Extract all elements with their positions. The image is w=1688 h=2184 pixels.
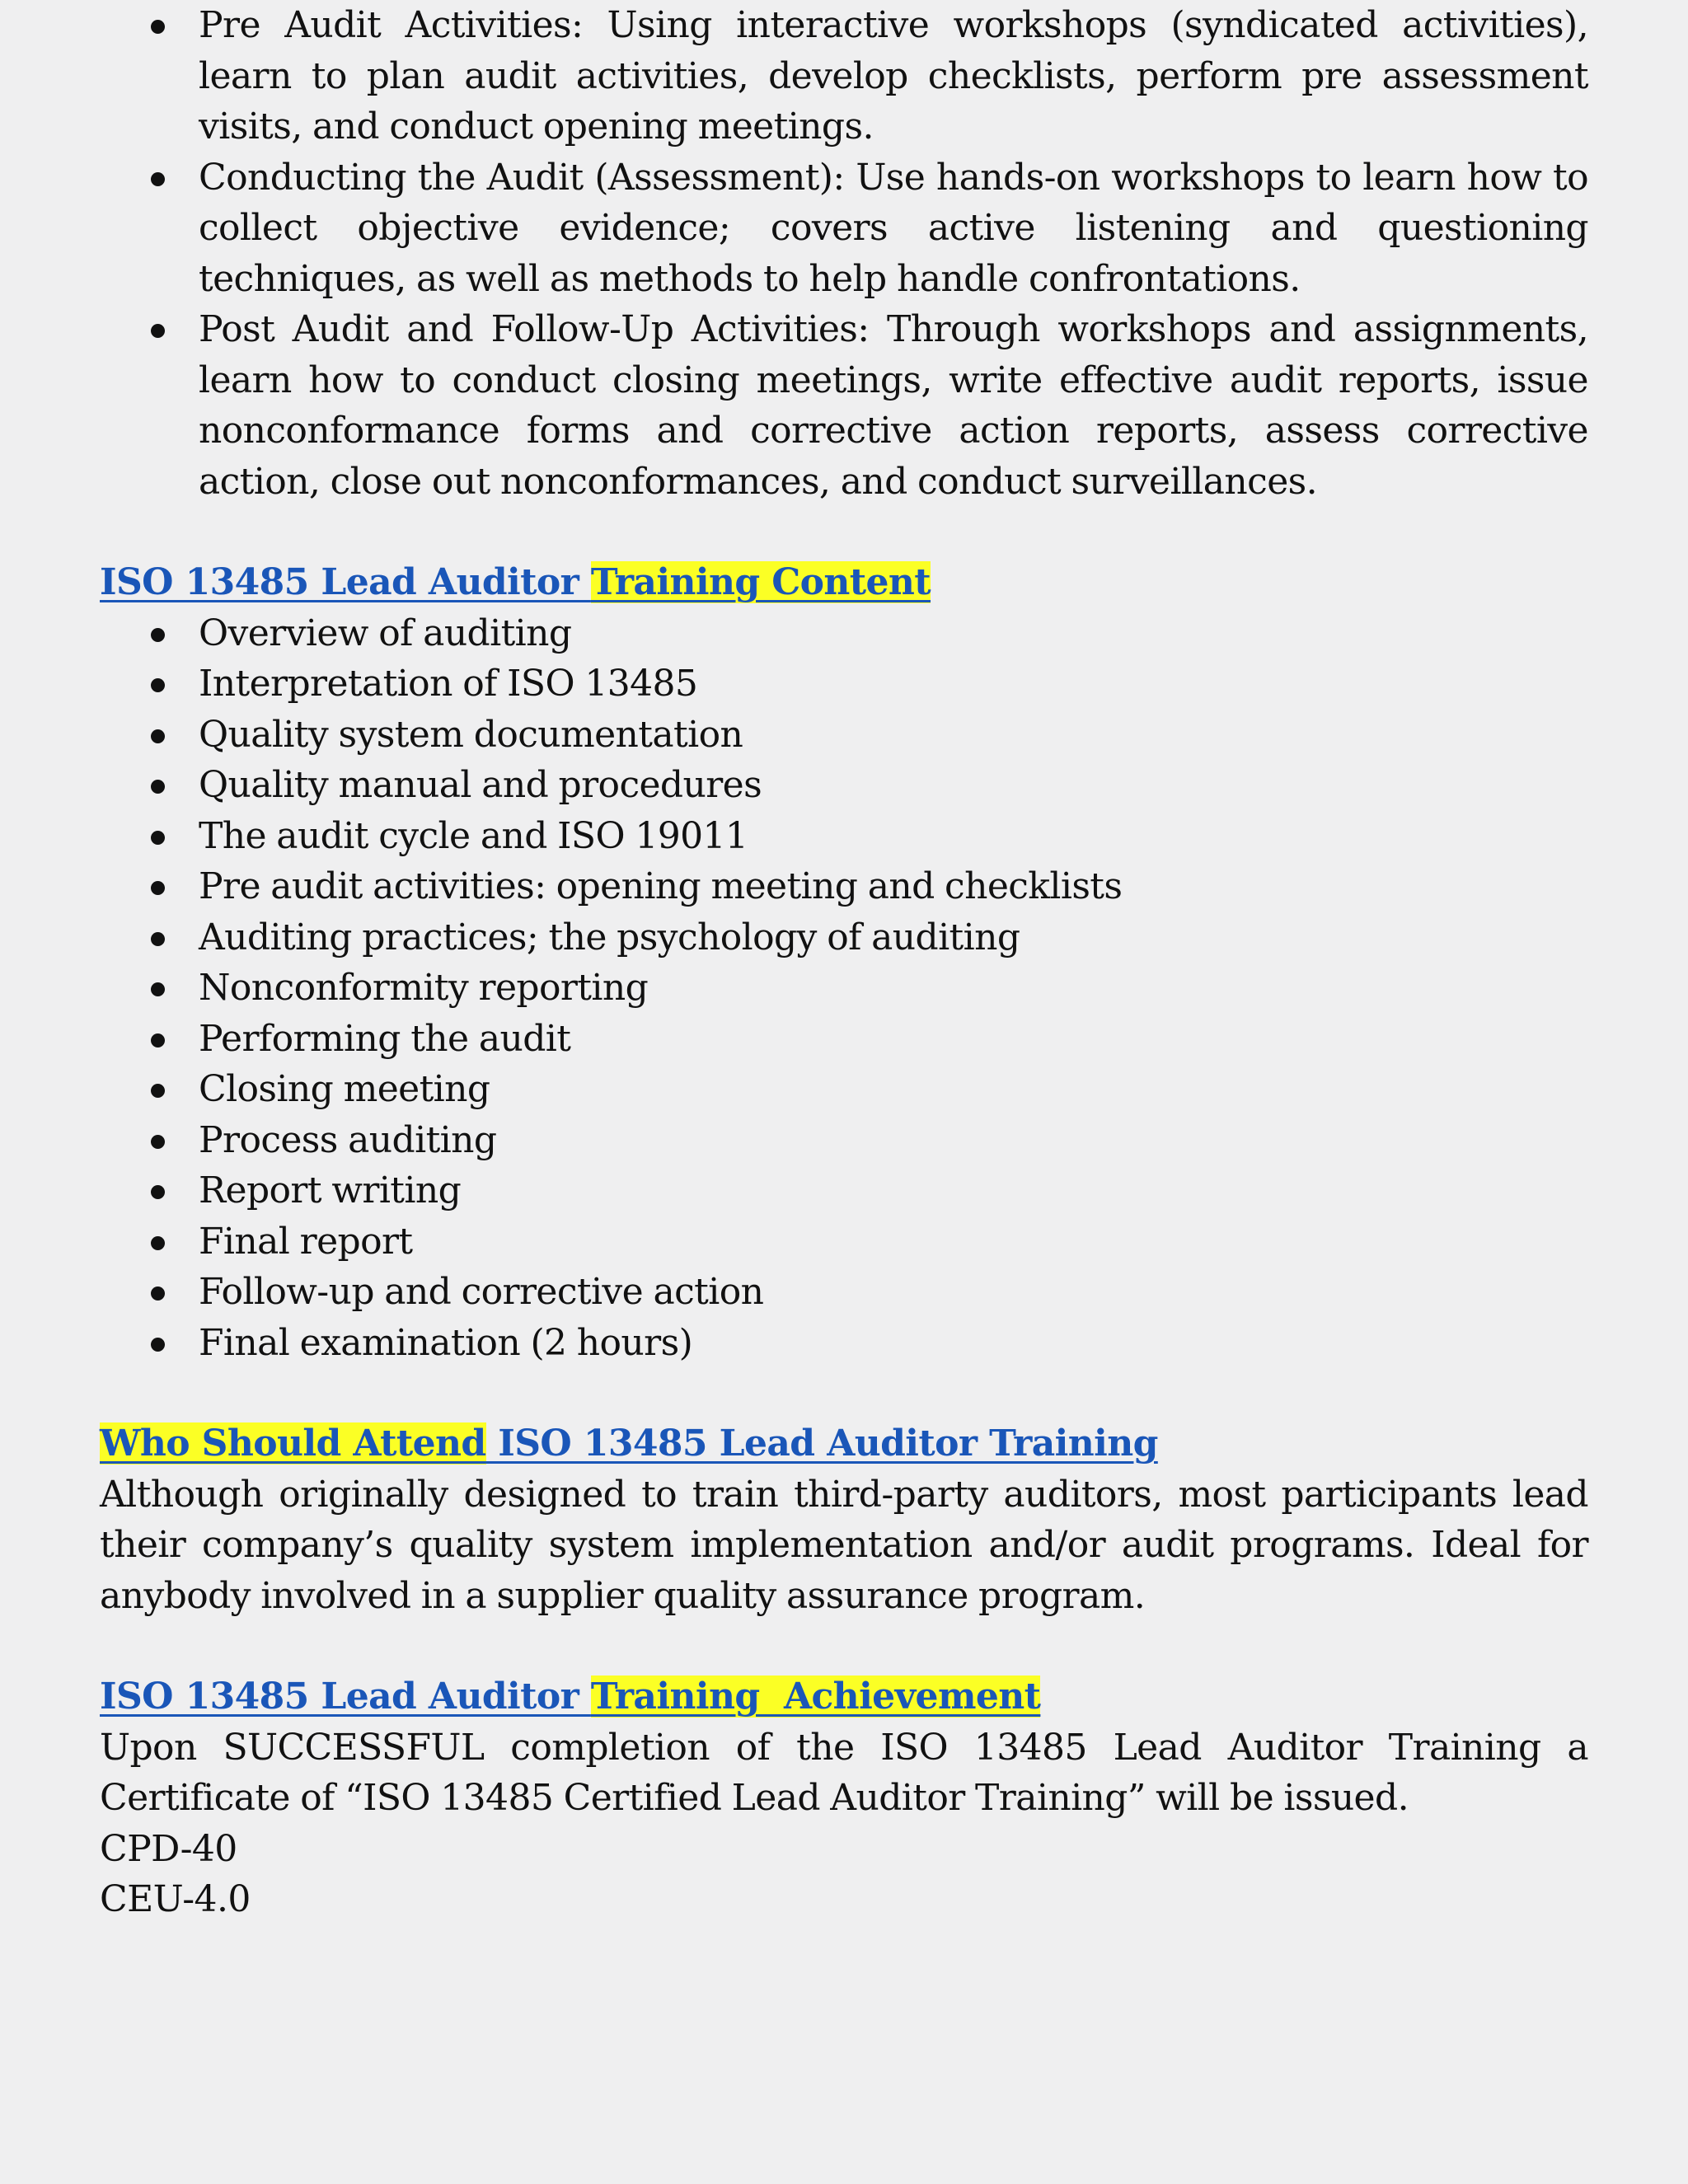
list-item: Interpretation of ISO 13485 bbox=[199, 658, 1588, 710]
list-item: Closing meeting bbox=[199, 1064, 1588, 1115]
spacer bbox=[100, 507, 1588, 557]
list-item: Follow-up and corrective action bbox=[199, 1267, 1588, 1318]
bullet-icon bbox=[151, 982, 165, 996]
list-item: Auditing practices; the psychology of auditing bbox=[199, 912, 1588, 963]
audit-activities-list bbox=[100, 0, 1588, 507]
bullet-icon bbox=[151, 324, 165, 338]
training-content-list bbox=[100, 608, 1588, 1369]
bullet-icon bbox=[151, 1236, 165, 1250]
highlighted-heading-text: Who Should Attend bbox=[100, 1422, 486, 1465]
list-item: Process auditing bbox=[199, 1115, 1588, 1166]
highlighted-heading-text: Training Content bbox=[590, 561, 931, 603]
bullet-icon bbox=[151, 1286, 165, 1301]
heading-text: ISO 13485 Lead Auditor Training bbox=[485, 1422, 1158, 1465]
bullet-icon bbox=[151, 1185, 165, 1199]
bullet-icon bbox=[151, 729, 165, 743]
bullet-icon bbox=[151, 628, 165, 642]
bullet-icon bbox=[151, 932, 165, 946]
list-item: Conducting the Audit (Assessment): Use hands-on workshops to learn how to collect objective evidence; covers active listening and questioning techniques, as well as methods to help handle confrontations. bbox=[199, 152, 1588, 305]
list-item: Overview of auditing bbox=[199, 608, 1588, 659]
heading-text: ISO 13485 Lead Auditor bbox=[100, 1675, 591, 1718]
heading-text: ISO 13485 Lead Auditor bbox=[100, 561, 591, 603]
bullet-icon bbox=[151, 881, 165, 895]
list-item: Pre Audit Activities: Using interactive workshops (syndicated activities), learn to plan audit activities, develop checklists, perform pre assessment visits, and conduct opening meetings. bbox=[199, 0, 1588, 152]
bullet-icon bbox=[151, 1135, 165, 1149]
cpd-value: CPD-40 bbox=[100, 1827, 237, 1870]
who-should-attend-heading[interactable] bbox=[100, 1418, 1588, 1469]
list-item: Pre audit activities: opening meeting and checklists bbox=[199, 861, 1588, 912]
list-item: Post Audit and Follow-Up Activities: Through workshops and assignments, learn how to conduct closing meetings, write effective audit reports, issue nonconformance forms and corrective action reports, assess corrective action, close out nonconformances, and conduct surveillances. bbox=[199, 304, 1588, 507]
list-item: The audit cycle and ISO 19011 bbox=[199, 811, 1588, 862]
achievement-paragraph: Upon SUCCESSFUL completion of the ISO 13485 Lead Auditor Training a Certificate of “ISO 13485 Certified Lead Auditor Training” will be issued. bbox=[100, 1726, 1588, 1819]
bullet-icon bbox=[151, 20, 165, 34]
bullet-icon bbox=[151, 831, 165, 845]
list-item: Final examination (2 hours) bbox=[199, 1318, 1588, 1369]
spacer bbox=[100, 1368, 1588, 1418]
list-item: Report writing bbox=[199, 1165, 1588, 1216]
list-item: Final report bbox=[199, 1216, 1588, 1268]
bullet-icon bbox=[151, 172, 165, 186]
bullet-icon bbox=[151, 1033, 165, 1047]
bullet-icon bbox=[151, 780, 165, 794]
bullet-icon bbox=[151, 1084, 165, 1098]
training-achievement-heading[interactable] bbox=[100, 1671, 1588, 1722]
who-should-attend-paragraph: Although originally designed to train third-party auditors, most participants lead their company’s quality system implementation and/or audit programs. Ideal for anybody involved in a supplier quality assurance program. bbox=[100, 1473, 1588, 1617]
bullet-icon bbox=[151, 1338, 165, 1352]
list-item: Nonconformity reporting bbox=[199, 963, 1588, 1014]
spacer bbox=[100, 1621, 1588, 1671]
list-item: Quality system documentation bbox=[199, 710, 1588, 761]
list-item: Performing the audit bbox=[199, 1014, 1588, 1065]
highlighted-heading-text: Training Achievement bbox=[590, 1675, 1041, 1718]
list-item: Quality manual and procedures bbox=[199, 760, 1588, 811]
bullet-icon bbox=[151, 678, 165, 692]
training-content-heading[interactable] bbox=[100, 557, 1588, 608]
ceu-value: CEU-4.0 bbox=[100, 1878, 251, 1920]
